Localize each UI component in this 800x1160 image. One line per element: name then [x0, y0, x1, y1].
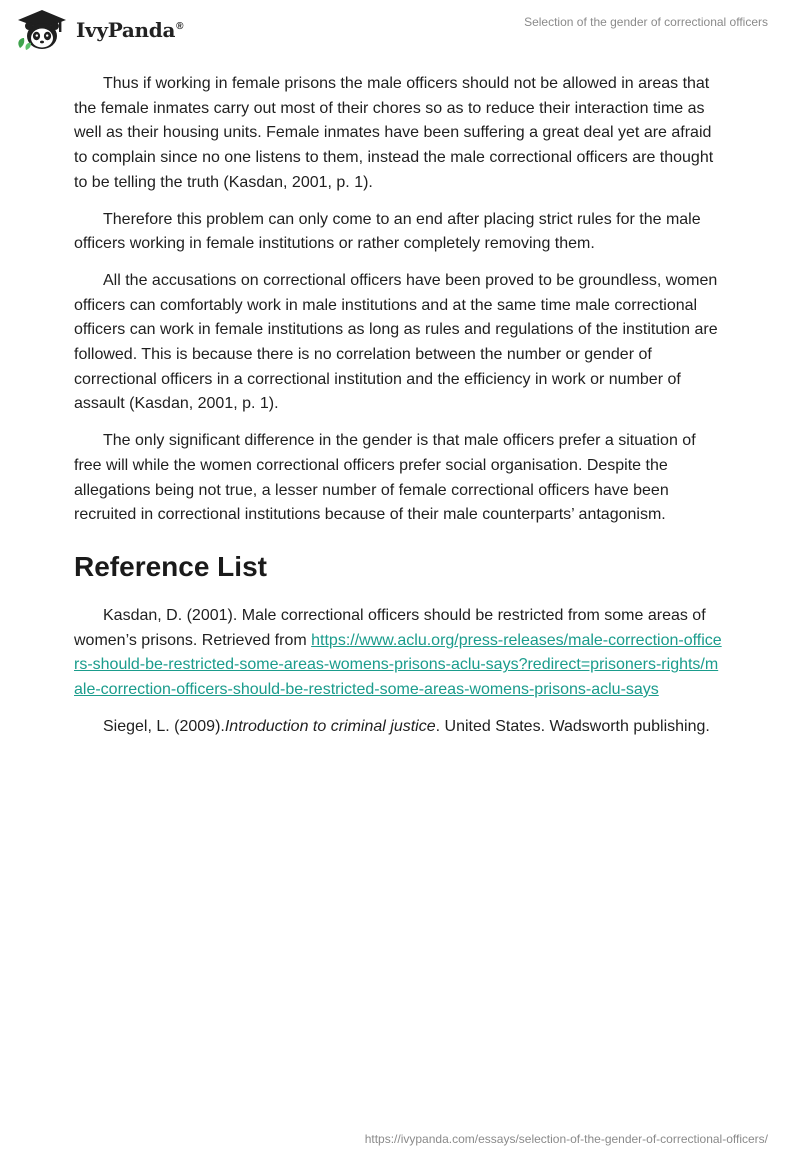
reference-list-heading: Reference List	[74, 550, 267, 582]
reference-link[interactable]: https://www.aclu.org/press-releases/male-correction-officers-should-be-restricted-some-areas-womens-prisons-aclu-says?redirect=prisoners-rights/male-correction-officers-should-be-restricted-some-areas-womens-prisons-aclu-says	[74, 631, 722, 699]
paragraph: Therefore this problem can only come to an end after placing strict rules for the male officers working in female institutions or rather completely removing them.	[74, 210, 701, 253]
paragraph: Thus if working in female prisons the male officers should not be allowed in areas that the female inmates carry out most of their chores so as to reduce their interaction time as well as their housing units. Female inmates have been suffering a great deal yet are afraid to complain since no one listens to them, instead the male correctional officers are thought to be telling the truth (Kasdan, 2001, p. 1).	[74, 75, 714, 191]
brand-name: IvyPanda®	[76, 18, 184, 42]
reference-item	[74, 715, 726, 740]
reference-title: Introduction to criminal justice	[224, 717, 436, 735]
panda-graduate-icon	[14, 8, 70, 52]
paragraph: The only significant difference in the gender is that male officers prefer a situation of free will while the women correctional officers prefer social organisation. Despite the allegations being not true, a lesser number of female correctional officers have been recruited in correctional institutions because of their male counterparts’ antagonism.	[74, 432, 696, 524]
footer-url[interactable]: https://ivypanda.com/essays/selection-of-the-gender-of-correctional-officers/	[364, 1132, 768, 1146]
reference-item	[74, 604, 726, 703]
reference-author: Siegel, L. (2009).	[103, 717, 225, 735]
paragraph: All the accusations on correctional officers have been proved to be groundless, women officers can comfortably work in male institutions and at the same time male correctional officers can work in female institutions as long as rules and regulations of the institution are followed. This is because there is no correlation between the number or gender of correctional officers in a correctional institution and the efficiency in work or number of assault (Kasdan, 2001, p. 1).	[74, 271, 718, 413]
ivypanda-logo[interactable]	[14, 8, 183, 52]
reference-rest: . United States. Wadsworth publishing.	[435, 717, 710, 735]
page-header	[0, 0, 800, 64]
reference-text: Kasdan, D. (2001). Male correctional officers should be restricted from some areas of women’s prisons. Retrieved from	[74, 606, 706, 649]
essay-content	[74, 72, 726, 751]
document-title: Selection of the gender of correctional officers	[524, 15, 768, 29]
